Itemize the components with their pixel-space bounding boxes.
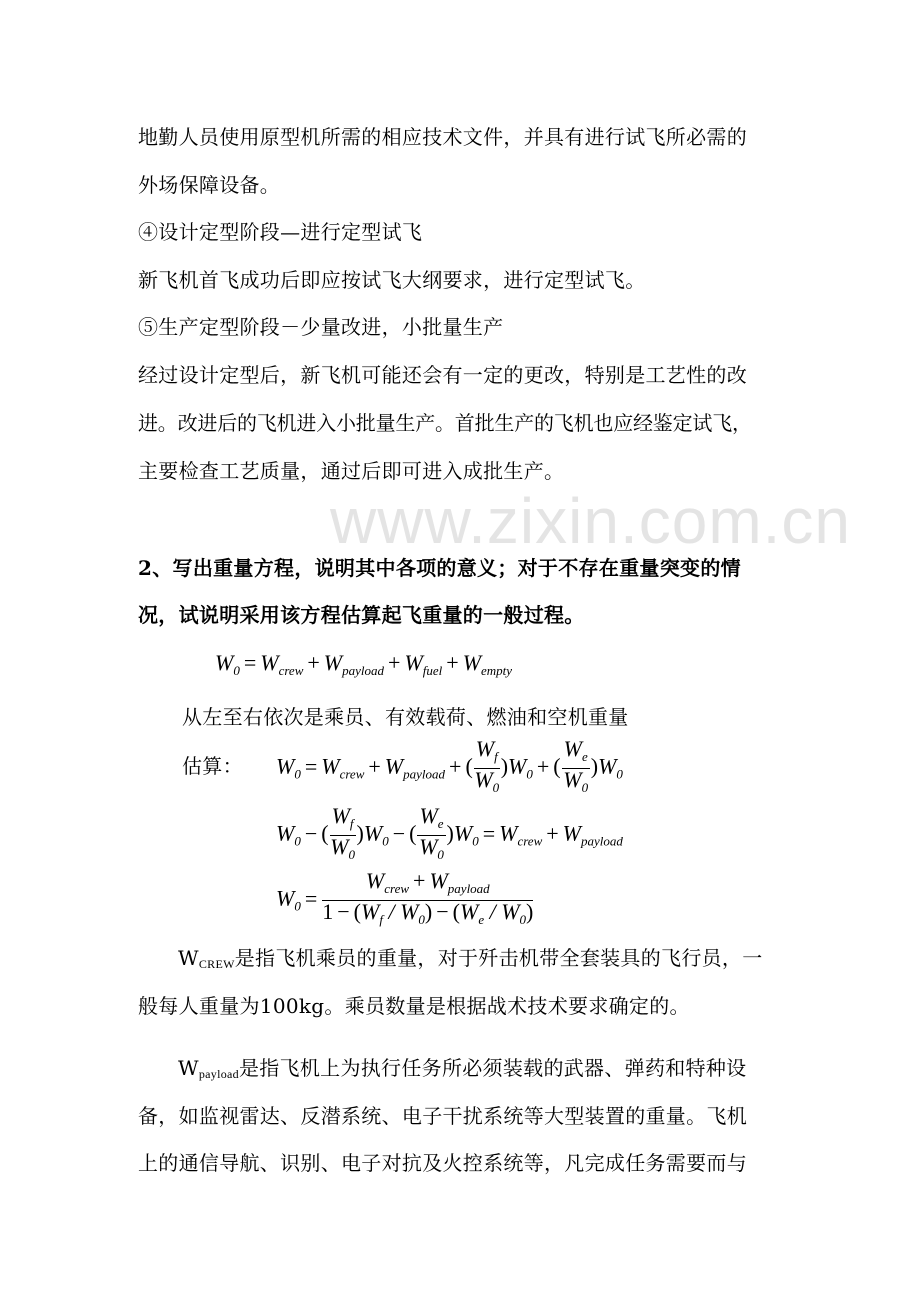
paragraph-line: 外场保障设备。 [138,173,281,197]
watermark: www.zixin.com.cn [330,485,851,557]
paragraph-line: 经过设计定型后，新飞机可能还会有一定的更改，特别是工艺性的改 [138,363,747,387]
equation-description: 从左至右依次是乘员、有效载荷、燃油和空机重量 [182,705,629,729]
paragraph-line: 备，如监视雷达、反潜系统、电子干扰系统等大型装置的重量。飞机 [138,1104,747,1128]
paragraph-line: 上的通信导航、识别、电子对抗及火控系统等，凡完成任务需要而与 [138,1151,747,1175]
paragraph-line: 地勤人员使用原型机所需的相应技术文件，并具有进行试飞所必需的 [138,125,747,149]
section-heading: ④设计定型阶段—进行定型试飞 [138,220,423,244]
equation-rearranged: $W_0$ − ( $\frac{W_f}{W_0}$ )$W_0$ − ( $\frac{W_e}{W_0}$ )$W_0 = W_{crew} + W_{payload}$ [276,803,623,862]
equation-estimate: $W_0 = W_{crew} + W_{payload}$ + ( $\frac{W_f}{W_0}$ )$W_0$ + ( $\frac{W_e}{W_0}$ )$W_0$ [276,736,623,795]
paragraph-line: 新飞机首飞成功后即应按试飞大纲要求，进行定型试飞。 [138,268,646,292]
question-heading: 2、写出重量方程，说明其中各项的意义；对于不存在重量突变的情 [138,556,741,580]
section-heading: ⑤生产定型阶段－少量改进，小批量生产 [138,315,504,339]
payload-subscript: payload [198,1067,239,1081]
estimate-label: 估算： [182,754,243,778]
paragraph-line: WCREW是指飞机乘员的重量，对于歼击机带全套装具的飞行员，一 [178,946,763,971]
equation-solved: $W_0$ = $W_{crew} + W_{payload}$ $1 - (W_f / W_0) - (W_e / W_0)$ [276,868,534,927]
paragraph-line: 般每人重量为100kg。乘员数量是根据战术技术要求确定的。 [138,994,690,1018]
crew-subscript: CREW [198,957,235,971]
paragraph-line: Wpayload是指飞机上为执行任务所必须装载的武器、弹药和特种设 [178,1056,747,1081]
question-heading: 况，试说明采用该方程估算起飞重量的一般过程。 [138,603,585,627]
paragraph-line: 进。改进后的飞机进入小批量生产。首批生产的飞机也应经鉴定试飞， [138,411,752,435]
equation-weight: $W_0 = W_{crew} + W_{payload} + W_{fuel} + W_{empty}$ [215,650,513,678]
paragraph-line: 主要检查工艺质量，通过后即可进入成批生产。 [138,459,565,483]
